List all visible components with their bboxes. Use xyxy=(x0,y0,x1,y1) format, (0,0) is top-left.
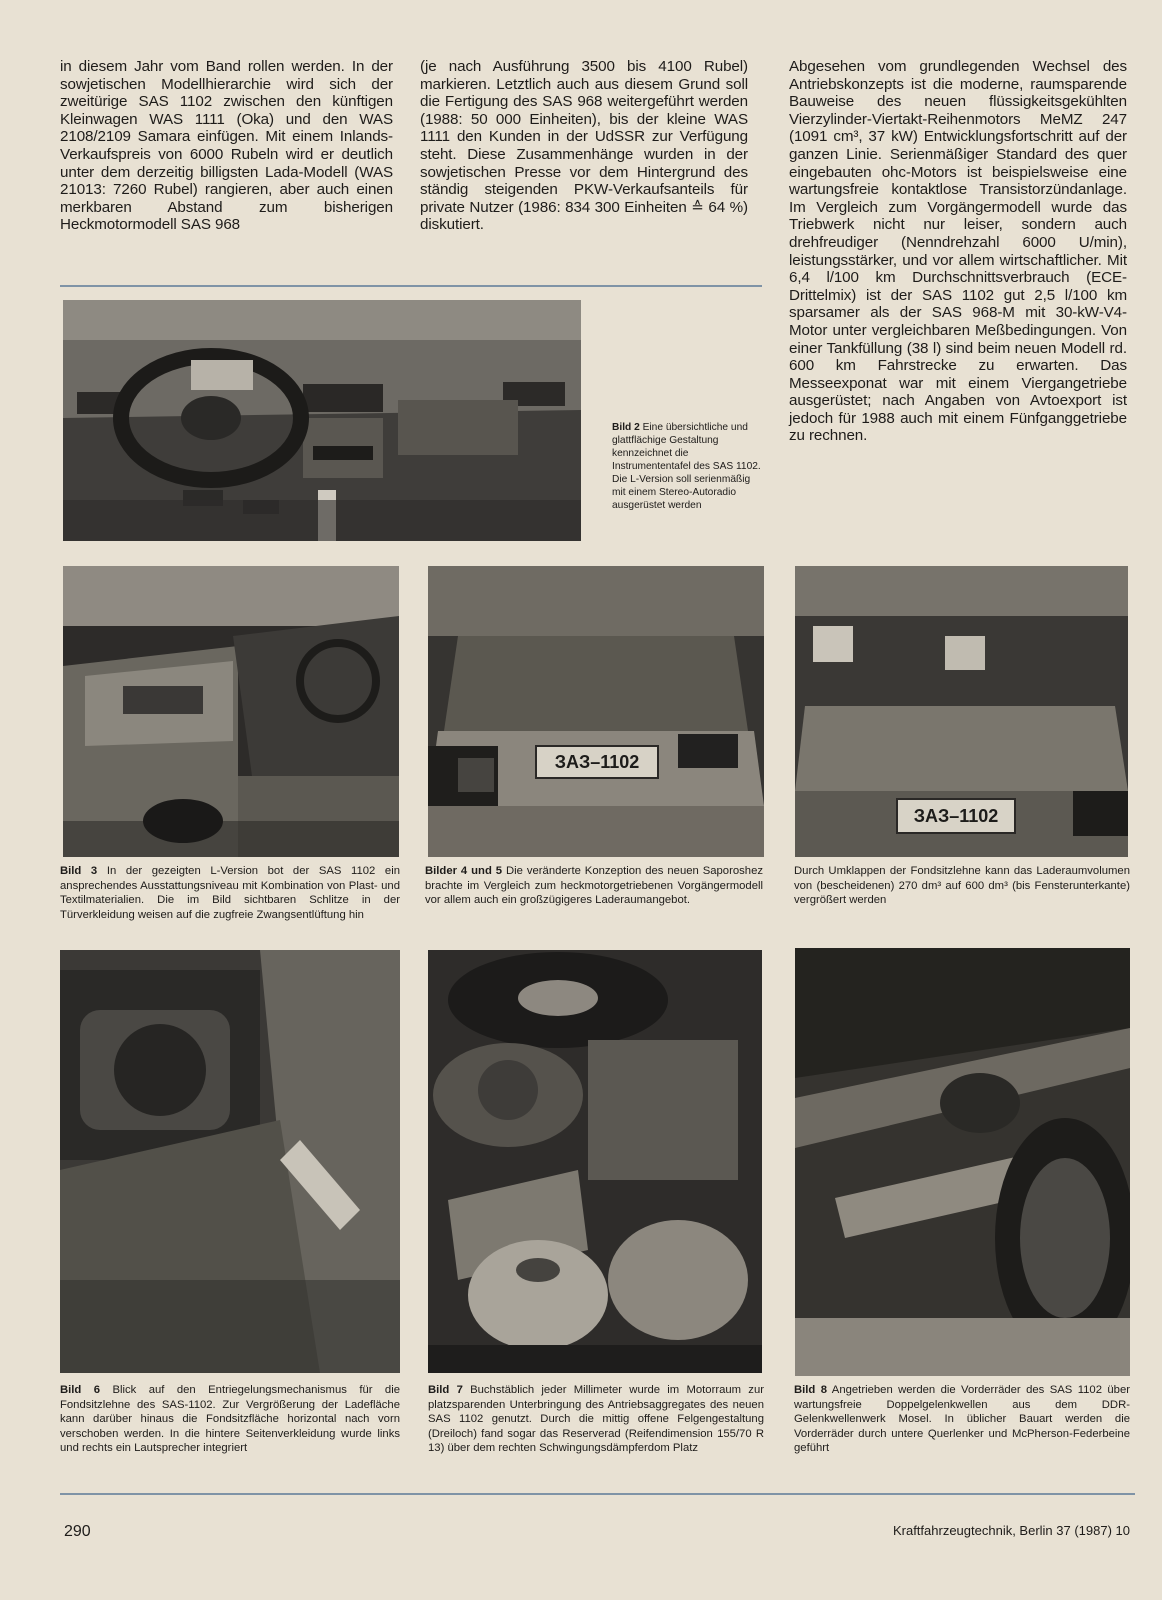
photo-bild-8-drive-shaft xyxy=(795,948,1130,1376)
caption-bild-3-label: Bild 3 xyxy=(60,865,98,877)
photo-bild-3-door xyxy=(63,566,399,857)
caption-bild-5-text: Durch Umklappen der Fondsitzlehne kann das Laderaumvolumen von (bescheidenen) 270 dm³ auf 600 dm³ (bis Fensterunterkante) vergrößert werden xyxy=(794,865,1130,907)
caption-bild-2 xyxy=(612,421,764,512)
caption-bild-3-text: In der gezeigten L-Version bot der SAS 1102 ein ansprechendes Ausstattungsniveau mit Kombination von Plast- und Textilmaterialien. Die im Bild sichtbaren Schlitze in der Türverkleidung weisen auf die zugfreie Zwangsentlüftung hin xyxy=(60,865,400,921)
caption-bild-6-text: Blick auf den Entriegelungsmechanismus für die Fondsitzlehne des SAS-1102. Zur Vergrößerung der Ladefläche kann darüber hinaus die Fondsitzfläche horizontal nach vorn verschoben werden. In die hintere Seitenverkleidung wurde links und rechts ein Lautsprecher integriert xyxy=(60,1384,400,1455)
caption-bild-6-label: Bild 6 xyxy=(60,1384,101,1396)
page-number: 290 xyxy=(64,1523,91,1540)
caption-bild-4-5-text: Die veränderte Konzeption des neuen Saporoshez brachte im Vergleich zum heckmotorgetriebenen Vorgängermodell vor allem auch ein großzügigeres Laderaumangebot. xyxy=(425,865,763,907)
caption-bild-3 xyxy=(60,864,400,922)
caption-bild-4-5-label: Bilder 4 und 5 xyxy=(425,865,503,877)
caption-bild-8 xyxy=(794,1383,1130,1456)
license-plate-4: ЗАЗ–1102 xyxy=(554,752,640,772)
article-column-3: Abgesehen vom grundlegenden Wechsel des Antriebskonzepts ist die moderne, raumsparende Bauweise des neuen flüssigkeitsgekühlten Vierzylinder-Viertakt-Reihenmotors MeMZ 247 (1091 cm³, 37 kW) Entwicklungsfortschritt auf der ganzen Linie. Serienmäßiger Standard des quer eingebauten ohc-Motors ist beispielsweise eine wartungsfreie kontaktlose Transistorzündanlage. Im Vergleich zum Vorgängermodell wurde das Triebwerk nicht nur leiser, sondern auch drehfreudiger (Nenndrehzahl 6000 U/min), leistungsstärker, und vor allem wirtschaftlicher. Mit 6,4 l/100 km Durchschnittsverbrauch (ECE-Drittelmix) ist der SAS 1102 gut 2,5 l/100 km sparsamer als der SAS 968-M mit 30-kW-V4-Motor unter vergleichbaren Meßbedingungen. Von einer Tankfüllung (38 l) sind beim neuen Modell rd. 600 km Fahrstrecke zu erwarten. Das Messeexponat war mit einem Viergangetriebe ausgerüstet; nach Angaben von Avtoexport ist jedoch für 1988 auch mit einem Fünfganggetriebe zu rechnen. xyxy=(789,58,1127,445)
photo-bild-5-cargo-extended xyxy=(795,566,1128,857)
caption-bild-7-text: Buchstäblich jeder Millimeter wurde im Motorraum zur platzsparenden Unterbringung des Antriebsaggregates des neuen SAS 1102 genutzt. Durch die mittig offene Felgengestaltung (Dreiloch) fand sogar das Reserverad (Reifendimension 155/70 R 13) über dem rechten Schwingungsdämpferdom Platz xyxy=(428,1384,764,1455)
caption-bild-2-text: Eine übersichtliche und glattflächige Gestaltung kennzeichnet die Instrumententafel des SAS 1102. Die L-Version soll serienmäßig mit einem Stereo-Autoradio ausgerüstet werden xyxy=(612,422,761,511)
photo-bild-7-engine-bay xyxy=(428,950,762,1373)
caption-bild-5 xyxy=(794,864,1130,908)
article-column-1: in diesem Jahr vom Band rollen werden. In der sowjetischen Modellhierarchie wird sich der zweitürige SAS 1102 zwischen den künftigen Kleinwagen WAS 1111 (Oka) und den WAS 2108/2109 Samara einfügen. Mit einem Inlands-Verkaufspreis von 6000 Rubeln wird er deutlich unter dem derzeitig billigsten Lada-Modell (WAS 21013: 7260 Rubel) rangieren, aber auch einen merkbaren Abstand zum bisherigen Heckmotormodell SAS 968 xyxy=(60,58,393,234)
caption-bild-8-label: Bild 8 xyxy=(794,1384,828,1396)
photo-bild-6-seat-mechanism xyxy=(60,950,400,1373)
license-plate-5: ЗАЗ–1102 xyxy=(913,806,999,826)
photo-bild-2-dashboard xyxy=(63,300,581,541)
caption-bild-8-text: Angetrieben werden die Vorderräder des SAS 1102 über wartungsfreie Doppelgelenkwellen aus dem DDR-Gelenkwellenwerk Mosel. In üblicher Bauart werden die Vorderräder durch untere Querlenker und McPherson-Federbeine geführt xyxy=(794,1384,1130,1455)
caption-bild-4-5 xyxy=(425,864,763,908)
caption-bild-2-label: Bild 2 xyxy=(612,422,640,433)
journal-footer: Kraftfahrzeugtechnik, Berlin 37 (1987) 10 xyxy=(892,1523,1130,1538)
photo-bild-4-cargo xyxy=(428,566,764,857)
divider-rule-bottom xyxy=(60,1493,1135,1495)
article-column-2: (je nach Ausführung 3500 bis 4100 Rubel) markieren. Letztlich auch aus diesem Grund soll die Fertigung des SAS 968 weitergeführt werden (1988: 50 000 Einheiten), bis der kleine WAS 1111 den Kunden in der UdSSR zur Verfügung steht. Diese Zusammenhänge wurden in der sowjetischen Presse vor dem Hintergrund des ständig steigenden PKW-Verkaufsanteils für private Nutzer (1986: 834 300 Einheiten ≙ 64 %) diskutiert. xyxy=(420,58,748,234)
caption-bild-7 xyxy=(428,1383,764,1456)
caption-bild-7-label: Bild 7 xyxy=(428,1384,463,1396)
divider-rule-top xyxy=(60,285,762,287)
caption-bild-6 xyxy=(60,1383,400,1456)
